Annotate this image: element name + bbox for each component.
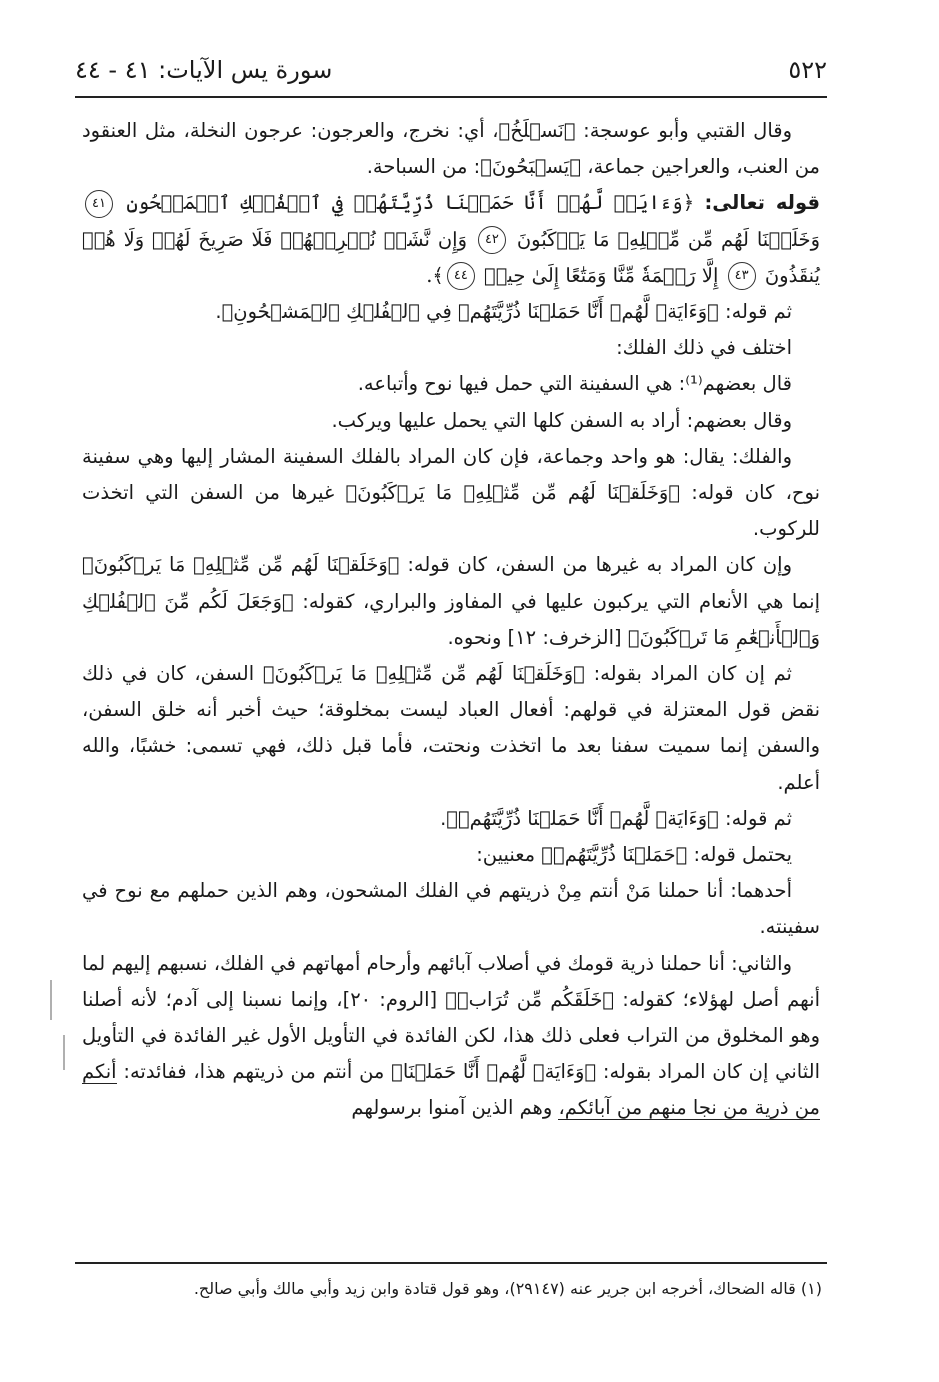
page-header xyxy=(75,52,827,92)
paragraph-second-meaning xyxy=(82,946,820,1127)
quoted-verse-block xyxy=(82,185,820,294)
paragraph-other-ships: وإن كان المراد به غيرها من السفن، كان قوله: ﴿وَخَلَقۡنَا لَهُم مِّن مِّثۡلِهِۦ مَا يَرۡكَبُونَ﴾ إنما هي الأنعام التي يركبون عليها في المفاوز والبراري، كقوله: ﴿وَجَعَلَ لَكُم مِّنَ ٱلۡفُلۡكِ وَٱلۡأَنۡعَٰمِ مَا تَرۡكَبُونَ﴾ [الزخرف: ١٢] ونحوه. xyxy=(82,553,820,649)
paragraph-opinion-two: وقال بعضهم: أراد به السفن كلها التي يحمل عليها ويركب. xyxy=(331,408,792,432)
verse-text-42: وَخَلَقۡنَا لَهُم مِّن مِّثۡلِهِۦ مَا يَرۡكَبُونَ xyxy=(516,227,820,251)
scan-artifact-line xyxy=(50,980,52,1020)
paragraph-verse-repeat: ثم قوله: ﴿وَءَايَةٞ لَّهُمۡ أَنَّا حَمَلۡنَا ذُرِّيَّتَهُمۡ فِي ٱلۡفُلۡكِ ٱلۡمَشۡحُونِ﴾. xyxy=(215,300,792,324)
footnote-divider xyxy=(75,1262,827,1264)
paragraph-fulk-meaning: والفلك: يقال: هو واحد وجماعة، فإن كان المراد بالفلك السفينة المشار إليها وهي سفينة نوح، كان قوله: ﴿وَخَلَقۡنَا لَهُم مِّن مِّثۡلِهِۦ مَا يَرۡكَبُونَ﴾ غيرها من السفن التي اتخذت للركوب. xyxy=(82,444,820,541)
verse-close-bracket: ﴾. xyxy=(426,263,444,287)
paragraph-opinion-one: قال بعضهم⁽¹⁾: هي السفينة التي حمل فيها نوح وأتباعه. xyxy=(357,372,792,396)
paragraph-verse-dhurriya: ثم قوله: ﴿وَءَايَةٞ لَّهُمۡ أَنَّا حَمَلۡنَا ذُرِّيَّتَهُمۡ﴾. xyxy=(440,806,792,830)
paragraph-disagreement: اختلف في ذلك الفلك: xyxy=(616,336,792,360)
page-number: ٥٢٢ xyxy=(788,56,827,84)
verse-text-41: ﴿وَءَايَةٞ لَّهُمۡ أَنَّا حَمَلۡنَا ذُرِّيَّتَهُمۡ فِي ٱلۡفُلۡكِ ٱلۡمَشۡحُونِ xyxy=(126,191,695,215)
main-text xyxy=(82,113,820,1127)
verse-text-43: وَإِن نَّشَأۡ نُغۡرِقۡهُمۡ فَلَا صَرِيخَ لَهُمۡ وَلَا هُمۡ يُنقَذُونَ xyxy=(82,227,820,287)
paragraph-lexical-notes: وقال القتبي وأبو عوسجة: ﴿نَسۡلَخُ﴾، أي: نخرج، والعرجون: عرجون النخلة، مثل العنقود من العنب، والعراجين جماعة، ﴿يَسۡبَحُونَ﴾: من السباحة. xyxy=(82,119,820,179)
ayah-number-marker: ٤٣ xyxy=(728,262,756,290)
paragraph-two-meanings: يحتمل قوله: ﴿حَمَلۡنَا ذُرِّيَّتَهُمۡ﴾ معنيين: xyxy=(476,843,792,867)
ayah-number-marker: ٤٢ xyxy=(478,226,506,254)
second-meaning-text: والثاني: أنا حملنا ذرية قومك في أصلاب آبائهم وأرحام أمهاتهم في الفلك، نسبهم إليهم لما أنهم أصل لهؤلاء؛ كقوله: ﴿خَلَقَكُم مِّن تُرَابٖ﴾ [الروم: ٢٠]، وإنما نسبنا إلى آدم؛ لأنه أصلنا وهو المخلوق من التراب فعلى ذلك هذا، لكن الفائدة في التأويل الأول غير الفائدة في التأويل الثاني إن كان المراد بقوله: ﴿وَءَايَةٞ لَّهُمۡ أَنَّا حَمَلۡنَا﴾ من أنتم من ذريتهم هذا، ففائدته: xyxy=(82,951,820,1084)
paragraph-mutazila: ثم إن كان المراد بقوله: ﴿وَخَلَقۡنَا لَهُم مِّن مِّثۡلِهِۦ مَا يَرۡكَبُونَ﴾ السفن، كان في ذلك نقض قول المعتزلة في قولهم: أفعال العباد ليست بمخلوقة؛ حيث أخبر أنه خلق السفن، والسفن إنما سميت سفنا بعد ما اتخذت ونحتت، فأما قبل ذلك، فهي تسمى: خشبًا، والله أعلم. xyxy=(82,662,820,794)
last-line-rest: وهم الذين آمنوا برسولهم xyxy=(351,1096,553,1120)
ayah-number-marker: ٤١ xyxy=(85,190,113,218)
footnote: (١) قاله الضحاك، أخرجه ابن جرير عنه (٢٩١٤٧)، وهو قول قتادة وابن زيد وأبي مالك وأبي صالح. xyxy=(193,1279,822,1298)
ayah-number-marker: ٤٤ xyxy=(447,262,475,290)
scan-artifact-line xyxy=(63,1035,65,1070)
verse-text-44: إِلَّا رَحۡمَةٗ مِّنَّا وَمَتَٰعًا إِلَىٰ حِينٖ xyxy=(484,263,719,287)
paragraph-first-meaning: أحدهما: أنا حملنا مَنْ أنتم مِنْ ذريتهم في الفلك المشحون، وهم الذين حملهم مع نوح في سفينته. xyxy=(82,879,820,939)
verse-label: قوله تعالى: xyxy=(704,191,821,215)
underlined-phrase: أنكم من ذرية من نجا منهم من آبائكم، xyxy=(82,1060,820,1120)
header-divider xyxy=(75,96,827,98)
running-title: سورة يس الآيات: ٤١ - ٤٤ xyxy=(75,56,333,84)
